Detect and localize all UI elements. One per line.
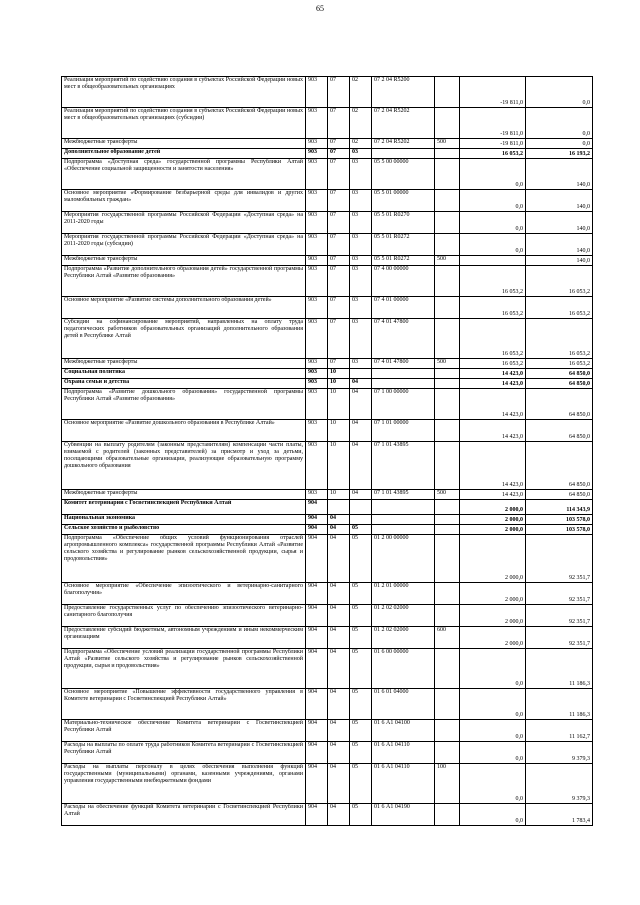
row-expense-type-code <box>435 535 460 583</box>
row-target-item-code <box>372 149 435 159</box>
row-ministry-code: 904 <box>306 689 328 720</box>
row-section-code: 04 <box>328 583 350 605</box>
table-row <box>62 515 593 525</box>
row-section-code: 04 <box>328 764 350 804</box>
row-name: Основное мероприятие «Формирование безбарьерной среды для инвалидов и других маломобильных граждан» <box>62 190 306 212</box>
row-subsection-code: 04 <box>350 379 372 389</box>
row-amount-change: 2 000,0 <box>460 583 526 605</box>
row-name: Расходы на выплаты по оплате труда работников Комитета ветеринарии с Госветинспекцией Республики Алтай <box>62 742 306 764</box>
row-amount-change: 0,0 <box>460 742 526 764</box>
row-target-item-code <box>372 515 435 525</box>
table-row <box>62 369 593 379</box>
row-subsection-code: 05 <box>350 525 372 535</box>
table-row <box>62 319 593 359</box>
row-amount-total: 103 578,0 <box>526 515 593 525</box>
row-target-item-code: 07 4 01 00000 <box>372 297 435 319</box>
row-section-code: 04 <box>328 649 350 689</box>
row-name: Охрана семьи и детства <box>62 379 306 389</box>
row-amount-change: 16 053,2 <box>460 297 526 319</box>
row-ministry-code: 903 <box>306 319 328 359</box>
row-amount-change: 14 423,0 <box>460 379 526 389</box>
row-amount-change: 16 053,2 <box>460 266 526 297</box>
table-row <box>62 535 593 583</box>
row-amount-total: 140,0 <box>526 256 593 266</box>
row-section-code: 07 <box>328 159 350 190</box>
row-name: Комитет ветеринарии с Госветинспекцией Республики Алтай <box>62 500 306 515</box>
row-expense-type-code <box>435 159 460 190</box>
row-ministry-code: 903 <box>306 389 328 420</box>
row-section-code: 07 <box>328 149 350 159</box>
row-subsection-code: 05 <box>350 583 372 605</box>
row-subsection-code: 02 <box>350 108 372 139</box>
row-ministry-code: 903 <box>306 369 328 379</box>
row-section-code: 07 <box>328 266 350 297</box>
row-section-code: 10 <box>328 389 350 420</box>
row-amount-total: 16 053,2 <box>526 297 593 319</box>
row-subsection-code: 03 <box>350 159 372 190</box>
row-amount-total: 16 193,2 <box>526 149 593 159</box>
row-ministry-code: 903 <box>306 234 328 256</box>
row-ministry-code: 903 <box>306 212 328 234</box>
row-amount-total: 103 578,0 <box>526 525 593 535</box>
table-row <box>62 389 593 420</box>
row-amount-change: 2 000,0 <box>460 535 526 583</box>
row-target-item-code: 05 5 01 R0272 <box>372 234 435 256</box>
row-subsection-code: 05 <box>350 764 372 804</box>
row-expense-type-code: 600 <box>435 627 460 649</box>
row-expense-type-code <box>435 420 460 442</box>
row-name: Подпрограмма «Обеспечение условий реализации государственной программы Республики Алтай «Развитие сельского хозяйства и регулирование рынков сельскохозяйственной продукции, сырья и продовольствия» <box>62 649 306 689</box>
table-row <box>62 159 593 190</box>
row-section-code: 07 <box>328 212 350 234</box>
row-amount-total: 92 351,7 <box>526 605 593 627</box>
row-target-item-code: 07 4 00 00000 <box>372 266 435 297</box>
row-ministry-code: 903 <box>306 490 328 500</box>
row-expense-type-code <box>435 442 460 490</box>
row-subsection-code: 05 <box>350 627 372 649</box>
row-section-code: 07 <box>328 108 350 139</box>
row-subsection-code: 02 <box>350 139 372 149</box>
row-target-item-code: 01 6 А1 04110 <box>372 742 435 764</box>
table-row <box>62 420 593 442</box>
row-section-code: 07 <box>328 297 350 319</box>
row-name: Межбюджетные трансферты <box>62 139 306 149</box>
row-amount-total: 16 053,2 <box>526 266 593 297</box>
row-subsection-code: 02 <box>350 77 372 108</box>
row-section-code: 10 <box>328 369 350 379</box>
row-subsection-code: 05 <box>350 804 372 826</box>
row-ministry-code: 903 <box>306 420 328 442</box>
row-target-item-code: 01 2 00 00000 <box>372 535 435 583</box>
row-ministry-code: 903 <box>306 256 328 266</box>
row-section-code: 10 <box>328 442 350 490</box>
row-amount-change: 2 000,0 <box>460 515 526 525</box>
row-expense-type-code: 500 <box>435 490 460 500</box>
row-amount-total: 92 351,7 <box>526 583 593 605</box>
row-ministry-code: 904 <box>306 525 328 535</box>
row-subsection-code: 03 <box>350 359 372 369</box>
row-name: Расходы на обеспечение функций Комитета ветеринарии с Госветинспекцией Республики Алтай <box>62 804 306 826</box>
row-amount-change: 2 000,0 <box>460 500 526 515</box>
row-name: Основное мероприятие «Обеспечение эпизоотического и ветеринарно-санитарного благополучия» <box>62 583 306 605</box>
table-row <box>62 77 593 108</box>
row-subsection-code: 03 <box>350 256 372 266</box>
row-expense-type-code <box>435 297 460 319</box>
budget-table <box>61 76 593 826</box>
row-expense-type-code <box>435 379 460 389</box>
row-section-code: 04 <box>328 720 350 742</box>
row-target-item-code <box>372 500 435 515</box>
row-target-item-code: 07 4 01 47800 <box>372 359 435 369</box>
row-amount-total: 92 351,7 <box>526 535 593 583</box>
row-amount-change: 16 053,2 <box>460 359 526 369</box>
table-row <box>62 627 593 649</box>
row-expense-type-code <box>435 804 460 826</box>
row-amount-change: 0,0 <box>460 234 526 256</box>
row-name: Национальная экономика <box>62 515 306 525</box>
row-name: Предоставление государственных услуг по обеспечению эпизоотического ветеринарно-санитарного благополучия <box>62 605 306 627</box>
row-name: Основное мероприятие «Повышение эффективности государственного управления в Комитете ветеринарии с Госветинспекцией Республики Алтай» <box>62 689 306 720</box>
row-amount-change: 14 423,0 <box>460 490 526 500</box>
row-target-item-code <box>372 379 435 389</box>
row-section-code: 04 <box>328 742 350 764</box>
row-amount-total: 64 850,0 <box>526 442 593 490</box>
row-amount-change: 16 053,2 <box>460 149 526 159</box>
row-amount-total: 11 186,3 <box>526 689 593 720</box>
row-name: Субсидии на софинансирование мероприятий, направленных на оплату труда педагогических работников образовательных организаций дополнительного образования детей в Республике Алтай <box>62 319 306 359</box>
row-target-item-code: 07 1 01 43895 <box>372 490 435 500</box>
row-name: Реализация мероприятий по содействию создания в субъектах Российской Федерации новых мест в общеобразовательных организациях (субсидии) <box>62 108 306 139</box>
row-subsection-code: 03 <box>350 297 372 319</box>
row-section-code: 07 <box>328 139 350 149</box>
row-ministry-code: 904 <box>306 535 328 583</box>
row-target-item-code <box>372 525 435 535</box>
row-subsection-code: 04 <box>350 490 372 500</box>
row-expense-type-code <box>435 319 460 359</box>
row-name: Подпрограмма «Развитие дополнительного образования детей» государственной программы Республики Алтай «Развитие образования» <box>62 266 306 297</box>
row-target-item-code: 01 6 00 00000 <box>372 649 435 689</box>
row-section-code: 10 <box>328 379 350 389</box>
row-ministry-code: 904 <box>306 500 328 515</box>
row-target-item-code: 01 2 02 02000 <box>372 627 435 649</box>
row-ministry-code: 903 <box>306 379 328 389</box>
row-amount-change: 16 053,2 <box>460 319 526 359</box>
row-subsection-code: 04 <box>350 389 372 420</box>
row-target-item-code <box>372 369 435 379</box>
row-amount-change: 2 000,0 <box>460 605 526 627</box>
table-row <box>62 500 593 515</box>
row-expense-type-code <box>435 500 460 515</box>
row-expense-type-code <box>435 266 460 297</box>
row-expense-type-code <box>435 234 460 256</box>
row-name: Мероприятия государственной программы Российской Федерации «Доступная среда» на 2011-2020 годы (субсидии) <box>62 234 306 256</box>
table-row <box>62 359 593 369</box>
row-expense-type-code <box>435 689 460 720</box>
row-expense-type-code <box>435 583 460 605</box>
row-ministry-code: 904 <box>306 627 328 649</box>
row-amount-total: 140,0 <box>526 190 593 212</box>
row-expense-type-code <box>435 605 460 627</box>
row-amount-total: 1 783,4 <box>526 804 593 826</box>
row-section-code: 07 <box>328 359 350 369</box>
table-row <box>62 605 593 627</box>
row-ministry-code: 904 <box>306 720 328 742</box>
row-section-code: 07 <box>328 256 350 266</box>
row-name: Расходы на выплаты персоналу в целях обеспечения выполнения функций государственными (муниципальными) органами, казенными учреждениями, органами управления государственными внебюджетными фондами <box>62 764 306 804</box>
row-expense-type-code: 500 <box>435 139 460 149</box>
row-amount-change: 2 000,0 <box>460 525 526 535</box>
row-target-item-code: 01 6 А1 04100 <box>372 720 435 742</box>
row-amount-change: 0,0 <box>460 212 526 234</box>
page-number: 65 <box>316 4 324 13</box>
row-ministry-code: 903 <box>306 442 328 490</box>
table-row <box>62 139 593 149</box>
row-target-item-code: 07 2 04 R5202 <box>372 108 435 139</box>
row-amount-total: 9 379,3 <box>526 742 593 764</box>
table-row <box>62 234 593 256</box>
table-row <box>62 256 593 266</box>
table-row <box>62 804 593 826</box>
row-target-item-code: 07 2 04 R5202 <box>372 139 435 149</box>
row-target-item-code: 01 2 02 02000 <box>372 605 435 627</box>
row-subsection-code: 03 <box>350 319 372 359</box>
row-name: Сельское хозяйство и рыболовство <box>62 525 306 535</box>
table-row <box>62 583 593 605</box>
row-subsection-code: 05 <box>350 720 372 742</box>
row-ministry-code: 904 <box>306 649 328 689</box>
row-target-item-code: 05 5 01 R0272 <box>372 256 435 266</box>
row-ministry-code: 903 <box>306 266 328 297</box>
row-amount-total: 0,0 <box>526 108 593 139</box>
row-expense-type-code: 100 <box>435 764 460 804</box>
row-amount-change: 0,0 <box>460 804 526 826</box>
row-section-code: 04 <box>328 804 350 826</box>
row-name: Предоставление субсидий бюджетным, автономным учреждениям и иным некоммерческим организациям <box>62 627 306 649</box>
row-target-item-code: 07 1 00 00000 <box>372 389 435 420</box>
row-amount-change: 14 423,0 <box>460 369 526 379</box>
row-amount-change: -19 811,0 <box>460 77 526 108</box>
row-ministry-code: 903 <box>306 359 328 369</box>
row-section-code: 07 <box>328 77 350 108</box>
row-ministry-code: 904 <box>306 605 328 627</box>
row-section-code: 10 <box>328 420 350 442</box>
row-amount-total: 0,0 <box>526 77 593 108</box>
row-amount-change: 0,0 <box>460 190 526 212</box>
row-expense-type-code <box>435 649 460 689</box>
row-name: Социальная политика <box>62 369 306 379</box>
row-target-item-code: 01 6 А1 04190 <box>372 804 435 826</box>
row-subsection-code: 03 <box>350 266 372 297</box>
row-amount-total: 11 162,7 <box>526 720 593 742</box>
row-subsection-code: 03 <box>350 234 372 256</box>
row-amount-change: 0,0 <box>460 649 526 689</box>
row-ministry-code: 904 <box>306 742 328 764</box>
row-section-code: 04 <box>328 535 350 583</box>
row-expense-type-code <box>435 108 460 139</box>
row-amount-change: 0,0 <box>460 159 526 190</box>
row-subsection-code: 03 <box>350 190 372 212</box>
row-subsection-code: 03 <box>350 212 372 234</box>
row-name: Основное мероприятие «Развитие дошкольного образования в Республике Алтай» <box>62 420 306 442</box>
row-name: Подпрограмма «Развитие дошкольного образования» государственной программы Республики Алтай «Развитие образования» <box>62 389 306 420</box>
row-ministry-code: 903 <box>306 149 328 159</box>
row-target-item-code: 07 1 01 43895 <box>372 442 435 490</box>
row-amount-total: 64 850,0 <box>526 369 593 379</box>
row-name: Субвенции на выплату родителям (законным представителям) компенсации части платы, взимаемой с родителей (законных представителей) за присмотр и уход за детьми, посещающими образовательные организации, реализующие образовательную программу дошкольного образования <box>62 442 306 490</box>
row-amount-total: 16 053,2 <box>526 359 593 369</box>
row-expense-type-code <box>435 149 460 159</box>
row-subsection-code: 05 <box>350 742 372 764</box>
table-row <box>62 525 593 535</box>
table-row <box>62 742 593 764</box>
row-amount-total: 11 186,3 <box>526 649 593 689</box>
table-row <box>62 764 593 804</box>
row-expense-type-code <box>435 742 460 764</box>
row-section-code: 04 <box>328 627 350 649</box>
row-name: Подпрограмма «Обеспечение общих условий функционирования отраслей агропромышленного комплекса» государственной программы Республики Алтай «Развитие сельского хозяйства и регулирование рынков сельскохозяйственной продукции, сырья и продовольствия» <box>62 535 306 583</box>
row-amount-change <box>460 256 526 266</box>
row-subsection-code <box>350 500 372 515</box>
row-name: Межбюджетные трансферты <box>62 359 306 369</box>
row-section-code: 04 <box>328 689 350 720</box>
row-amount-total: 114 343,9 <box>526 500 593 515</box>
row-target-item-code: 01 2 01 00000 <box>372 583 435 605</box>
row-amount-change: 0,0 <box>460 689 526 720</box>
row-name: Дополнительное образование детей <box>62 149 306 159</box>
table-row <box>62 379 593 389</box>
row-name: Межбюджетные трансферты <box>62 256 306 266</box>
row-amount-total: 140,0 <box>526 234 593 256</box>
row-section-code: 04 <box>328 515 350 525</box>
row-subsection-code: 03 <box>350 149 372 159</box>
row-name: Межбюджетные трансферты <box>62 490 306 500</box>
row-expense-type-code <box>435 77 460 108</box>
row-subsection-code <box>350 515 372 525</box>
row-amount-total: 140,0 <box>526 212 593 234</box>
row-ministry-code: 903 <box>306 77 328 108</box>
row-target-item-code: 07 1 01 00000 <box>372 420 435 442</box>
row-amount-change: 2 000,0 <box>460 627 526 649</box>
row-amount-total: 64 850,0 <box>526 389 593 420</box>
row-section-code: 07 <box>328 319 350 359</box>
row-ministry-code: 903 <box>306 108 328 139</box>
table-row <box>62 297 593 319</box>
row-section-code <box>328 500 350 515</box>
table-row <box>62 108 593 139</box>
row-subsection-code: 04 <box>350 420 372 442</box>
row-expense-type-code <box>435 720 460 742</box>
row-section-code: 07 <box>328 234 350 256</box>
row-amount-total: 9 379,3 <box>526 764 593 804</box>
row-amount-total: 64 850,0 <box>526 420 593 442</box>
row-subsection-code: 04 <box>350 442 372 490</box>
row-amount-total: 64 850,0 <box>526 490 593 500</box>
row-target-item-code: 05 5 01 00000 <box>372 190 435 212</box>
row-ministry-code: 904 <box>306 764 328 804</box>
table-row <box>62 649 593 689</box>
row-name: Мероприятия государственной программы Российской Федерации «Доступная среда» на 2011-2020 годы <box>62 212 306 234</box>
row-section-code: 04 <box>328 605 350 627</box>
row-subsection-code <box>350 369 372 379</box>
row-target-item-code: 07 2 04 R5200 <box>372 77 435 108</box>
row-name: Подпрограмма «Доступная среда» государственной программы Республики Алтай «Обеспечение социальной защищенности и занятости населения» <box>62 159 306 190</box>
row-expense-type-code: 500 <box>435 256 460 266</box>
row-amount-total: 64 850,0 <box>526 379 593 389</box>
row-target-item-code: 05 5 01 R0270 <box>372 212 435 234</box>
row-amount-change: 14 423,0 <box>460 420 526 442</box>
row-amount-change: 0,0 <box>460 720 526 742</box>
row-amount-change: 14 423,0 <box>460 389 526 420</box>
row-ministry-code: 904 <box>306 583 328 605</box>
row-target-item-code: 01 6 01 04000 <box>372 689 435 720</box>
row-subsection-code: 05 <box>350 689 372 720</box>
row-ministry-code: 903 <box>306 139 328 149</box>
table-row <box>62 212 593 234</box>
row-name: Основное мероприятие «Развитие системы дополнительного образования детей» <box>62 297 306 319</box>
row-target-item-code: 07 4 01 47800 <box>372 319 435 359</box>
row-name: Материально-техническое обеспечение Комитета ветеринарии с Госветинспекцией Республики Алтай <box>62 720 306 742</box>
table-row <box>62 442 593 490</box>
row-section-code: 10 <box>328 490 350 500</box>
row-subsection-code: 05 <box>350 605 372 627</box>
row-target-item-code: 05 5 00 00000 <box>372 159 435 190</box>
table-row <box>62 689 593 720</box>
row-target-item-code: 01 6 А1 04110 <box>372 764 435 804</box>
row-expense-type-code: 500 <box>435 359 460 369</box>
row-expense-type-code <box>435 190 460 212</box>
row-amount-total: 0,0 <box>526 139 593 149</box>
table-row <box>62 720 593 742</box>
row-amount-total: 16 053,2 <box>526 319 593 359</box>
row-section-code: 04 <box>328 525 350 535</box>
row-name: Реализация мероприятий по содействию создания в субъектах Российской Федерации новых мест в общеобразовательных организациях <box>62 77 306 108</box>
row-amount-total: 92 351,7 <box>526 627 593 649</box>
row-amount-total: 140,0 <box>526 159 593 190</box>
row-ministry-code: 903 <box>306 159 328 190</box>
table-row <box>62 266 593 297</box>
row-expense-type-code <box>435 369 460 379</box>
row-ministry-code: 903 <box>306 190 328 212</box>
row-ministry-code: 903 <box>306 297 328 319</box>
row-subsection-code: 05 <box>350 649 372 689</box>
row-expense-type-code <box>435 525 460 535</box>
table-row <box>62 190 593 212</box>
row-subsection-code: 05 <box>350 535 372 583</box>
row-expense-type-code <box>435 515 460 525</box>
row-section-code: 07 <box>328 190 350 212</box>
row-ministry-code: 904 <box>306 515 328 525</box>
row-amount-change: -19 811,0 <box>460 139 526 149</box>
row-expense-type-code <box>435 212 460 234</box>
row-ministry-code: 904 <box>306 804 328 826</box>
row-expense-type-code <box>435 389 460 420</box>
table-row <box>62 149 593 159</box>
row-amount-change: 0,0 <box>460 764 526 804</box>
row-amount-change: -19 811,0 <box>460 108 526 139</box>
table-row <box>62 490 593 500</box>
row-amount-change: 14 423,0 <box>460 442 526 490</box>
